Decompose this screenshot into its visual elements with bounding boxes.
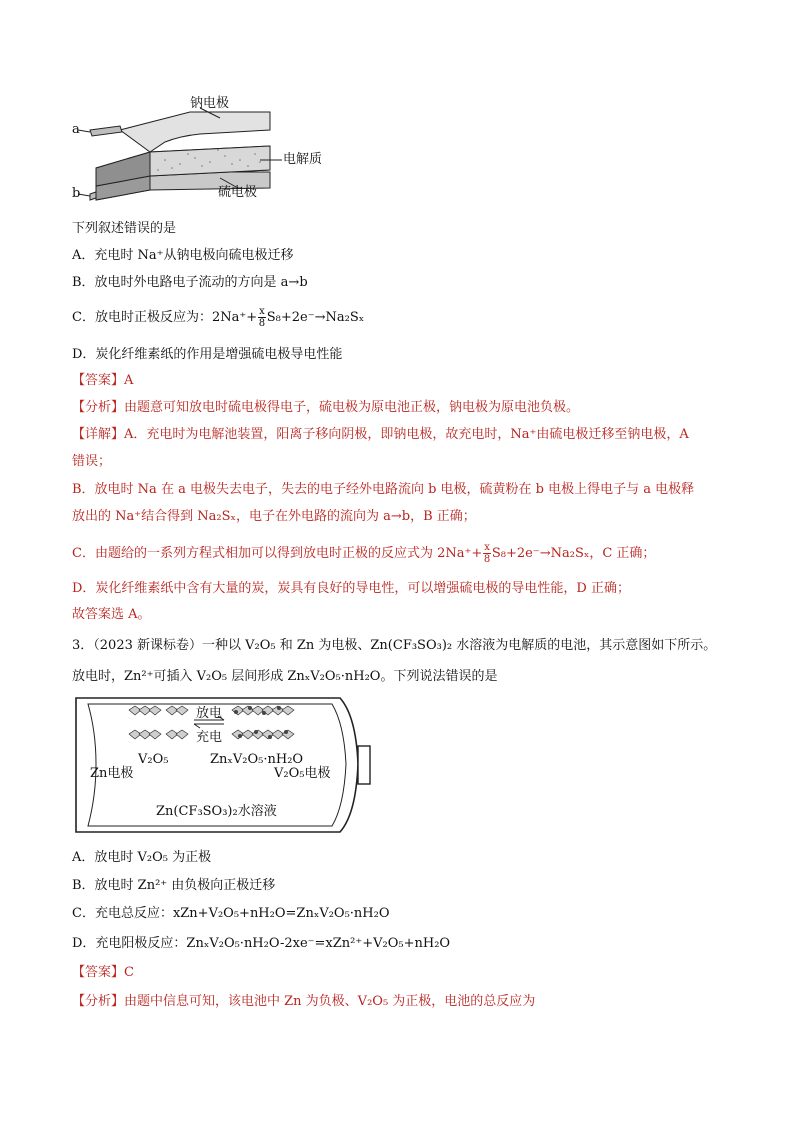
option-c <box>72 306 364 329</box>
detail-c-suffix: S₈+2e⁻→Na₂Sₓ，C 正确； <box>491 546 656 561</box>
q3-option-d: D．充电阳极反应：ZnₓV₂O₅·nH₂O-2xe⁻=xZn²⁺+V₂O₅+nH₂O <box>72 936 451 951</box>
detail-c-fraction <box>483 542 491 565</box>
analysis-tag: 【分析】 <box>72 400 125 415</box>
detail-d-line: D．炭化纤维素纸中含有大量的炭，炭具有良好的导电性，可以增强硫电极的导电性能，D 正确； <box>72 581 630 596</box>
detail-b-line-1: B．放电时 Na 在 a 电极失去电子，失去的电子经外电路流向 b 电极，硫黄粉在 b 电极上得电子与 a 电极释 <box>72 482 695 497</box>
detail-c-fraction-denominator: 8 <box>483 554 491 565</box>
fraction-x-over-8 <box>258 306 266 329</box>
figure-label-electrolyte: 电解质 <box>283 152 323 167</box>
figure-label-b: b <box>72 186 81 201</box>
figure-label-charge: 充电 <box>196 730 223 745</box>
detail-a-line-2: 错误； <box>72 454 112 469</box>
q3-option-b: B．放电时 Zn²⁺ 由负极向正极迁移 <box>72 878 276 893</box>
option-d: D．炭化纤维素纸的作用是增强硫电极导电性能 <box>72 347 343 362</box>
detail-c-prefix: C．由题给的一系列方程式相加可以得到放电时正极的反应式为 2Na⁺+ <box>72 546 483 561</box>
detail-c-fraction-numerator: x <box>484 542 490 553</box>
detail-a-line-1 <box>72 426 689 444</box>
fraction-denominator: 8 <box>258 318 266 329</box>
fraction-numerator: x <box>259 306 265 317</box>
analysis-line <box>72 399 579 417</box>
figure-label-zn-electrode: Zn电极 <box>90 766 134 781</box>
analysis-text: 由题意可知放电时硫电极得电子，硫电极为原电池正极，钠电极为原电池负极。 <box>124 400 580 415</box>
option-b: B．放电时外电路电子流动的方向是 a→b <box>72 275 308 290</box>
q3-analysis-line <box>72 993 535 1011</box>
q3-answer-line <box>72 964 134 982</box>
answer-tag: 【答案】 <box>72 373 125 388</box>
q3-analysis-tag: 【分析】 <box>72 994 125 1009</box>
detail-c-line <box>72 542 655 565</box>
figure-label-v2o5: V₂O₅ <box>138 752 169 767</box>
option-c-suffix: S₈+2e⁻→Na₂Sₓ <box>266 310 365 325</box>
q3-stem-line-1: 3．（2023 新课标卷）一种以 V₂O₅ 和 Zn 为电极、Zn(CF₃SO₃)₂ 水溶液为电解质的电池，其示意图如下所示。 <box>72 638 717 653</box>
figure-label-sulfur-electrode: 硫电极 <box>218 185 258 200</box>
q3-answer-tag: 【答案】 <box>72 965 125 980</box>
figure-label-sodium-electrode: 钠电极 <box>190 96 230 111</box>
detail-tag: 【详解】 <box>72 427 125 442</box>
option-a: A．充电时 Na⁺从钠电极向硫电极迁移 <box>72 248 294 263</box>
q3-option-a: A．放电时 V₂O₅ 为正极 <box>72 850 212 865</box>
figure-label-znx-v2o5: ZnₓV₂O₅·nH₂O <box>210 752 304 767</box>
q3-stem-line-2: 放电时，Zn²⁺可插入 V₂O₅ 层间形成 ZnₓV₂O₅·nH₂O。下列说法错误的是 <box>72 669 498 684</box>
q3-analysis-text: 由题中信息可知，该电池中 Zn 为负极、V₂O₅ 为正极，电池的总反应为 <box>124 994 536 1009</box>
figure-label-a: a <box>72 122 80 137</box>
detail-b-line-2: 放出的 Na⁺结合得到 Na₂Sₓ，电子在外电路的流向为 a→b，B 正确； <box>72 509 476 524</box>
figure-label-solution: Zn(CF₃SO₃)₂水溶液 <box>156 804 277 819</box>
q3-answer-value: C <box>124 965 134 980</box>
q3-option-c: C．充电总反应：xZn+V₂O₅+nH₂O=ZnₓV₂O₅·nH₂O <box>72 906 390 921</box>
conclusion-line: 故答案选 A。 <box>72 607 151 622</box>
option-c-prefix: C．放电时正极反应为：2Na⁺+ <box>72 310 258 325</box>
question-stem: 下列叙述错误的是 <box>72 221 177 236</box>
detail-a-text: A．充电时为电解池装置，阳离子移向阴极，即钠电极，故充电时，Na⁺由硫电极迁移至钠电极，A <box>124 427 689 442</box>
answer-value: A <box>124 373 134 388</box>
figure-label-v2o5-electrode: V₂O₅电极 <box>274 766 331 781</box>
answer-line <box>72 372 133 390</box>
figure-label-discharge: 放电 <box>196 706 223 721</box>
